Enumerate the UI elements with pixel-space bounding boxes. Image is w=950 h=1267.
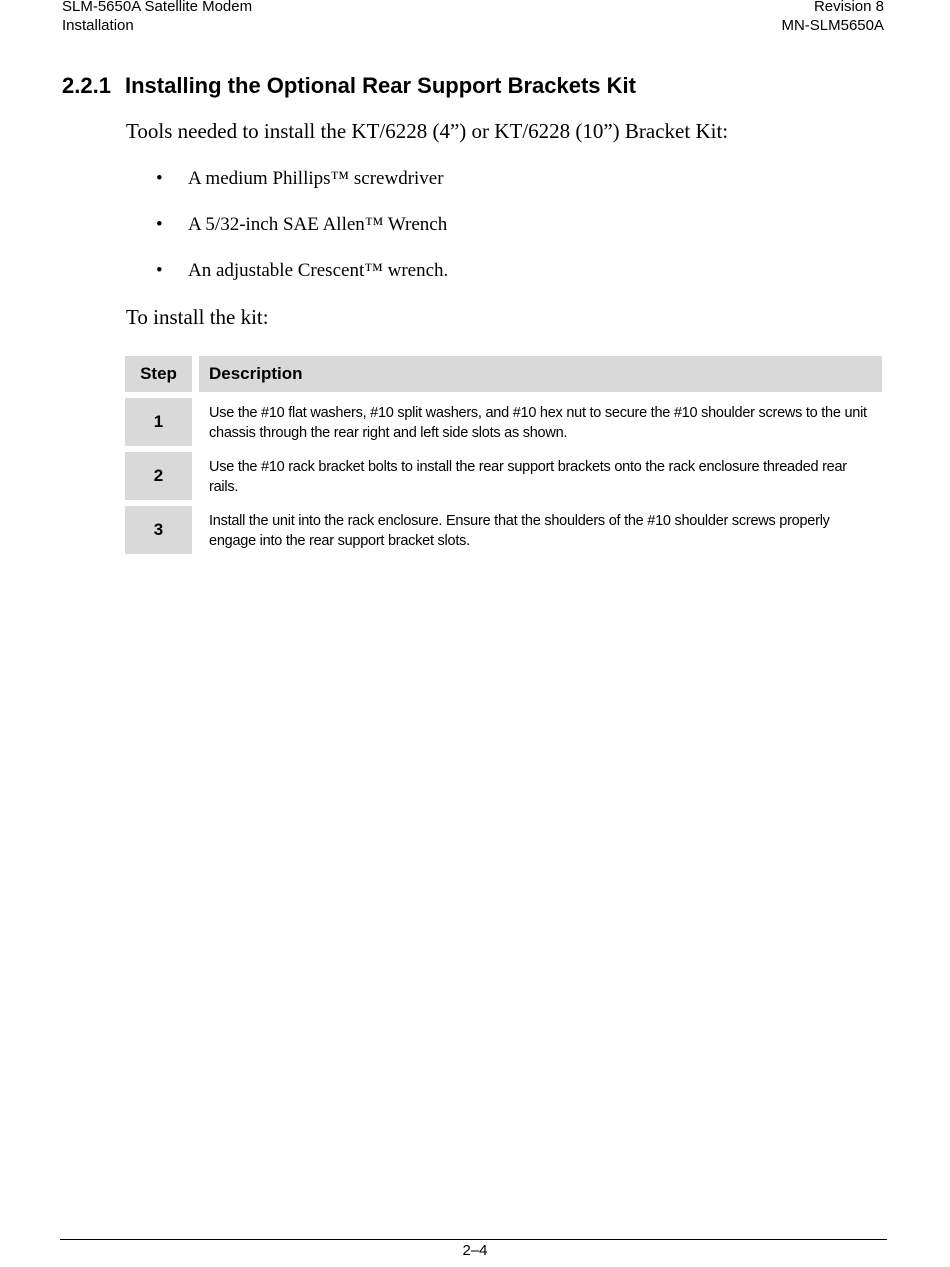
section-number: 2.2.1 (62, 73, 111, 98)
column-gap (192, 356, 199, 392)
column-gap (192, 452, 199, 500)
section-title: Installing the Optional Rear Support Brackets Kit (125, 73, 636, 98)
table-header-row (125, 356, 882, 392)
tools-intro: Tools needed to install the KT/6228 (4”) or KT/6228 (10”) Bracket Kit: (126, 119, 729, 143)
step-number: 1 (125, 398, 192, 446)
tool-text: An adjustable Crescent™ wrench. (188, 260, 449, 281)
steps-table (125, 356, 882, 560)
page-header-right (781, 0, 884, 35)
header-doc-number: MN-SLM5650A (781, 17, 884, 34)
step-number: 3 (125, 506, 192, 554)
column-gap (192, 398, 199, 446)
page-number: 2–4 (462, 1242, 488, 1259)
step-description: Use the #10 rack bracket bolts to install the rear support brackets onto the rack enclosure threaded rear rails. (209, 459, 847, 495)
table-row (125, 398, 882, 446)
bullet-icon: • (156, 214, 163, 235)
table-row (125, 452, 882, 500)
page-header-left (62, 0, 252, 35)
table-row (125, 506, 882, 554)
column-header-step: Step (125, 356, 192, 392)
column-gap (192, 506, 199, 554)
column-header-description: Description (199, 356, 882, 392)
header-revision: Revision 8 (813, 0, 884, 15)
step-description: Install the unit into the rack enclosure. Ensure that the shoulders of the #10 shoulder screws properly engage into the rear support bracket slots. (209, 513, 830, 549)
tool-text: A 5/32-inch SAE Allen™ Wrench (188, 214, 448, 235)
bullet-icon: • (156, 168, 163, 189)
step-number: 2 (125, 452, 192, 500)
tool-text: A medium Phillips™ screwdriver (188, 168, 444, 189)
header-product: SLM-5650A Satellite Modem (62, 0, 253, 15)
footer-divider (60, 1239, 887, 1240)
header-chapter: Installation (62, 17, 134, 34)
install-intro: To install the kit: (126, 305, 269, 329)
bullet-icon: • (156, 260, 163, 281)
section-heading (62, 72, 636, 100)
step-description: Use the #10 flat washers, #10 split washers, and #10 hex nut to secure the #10 shoulder screws to the unit chassis through the rear right and left side slots as shown. (209, 405, 867, 441)
